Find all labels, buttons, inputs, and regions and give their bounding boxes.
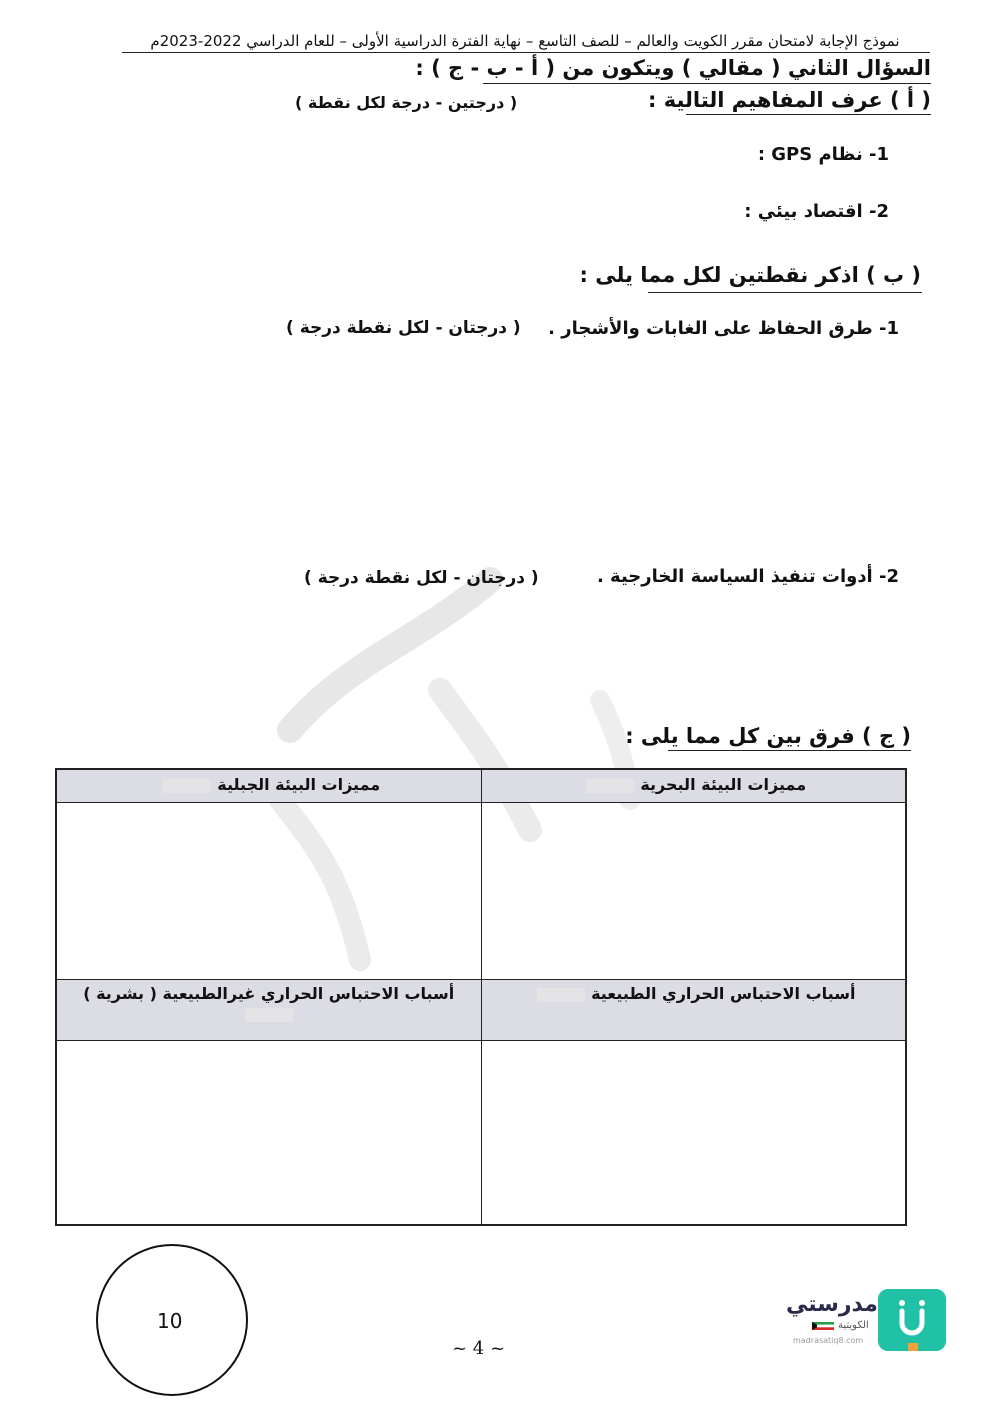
section-b-underline [648,292,922,293]
logo-subtitle: الكويتية [838,1320,869,1331]
concept-item-eco-economy: 2- اقتصاد بيئي : [744,201,889,222]
answer-cell-human[interactable] [56,1041,481,1226]
kuwait-flag-icon [812,1322,834,1330]
b-item-forest-preservation: 1- طرق الحفاظ على الغابات والأشجار . [548,318,899,339]
header-subtitle: نموذج الإجابة لامتحان مقرر الكويت والعالم – للصف التاسع – نهاية الفترة الدراسية الأولى – للعام الدراسي 2022-2023م [150,32,900,50]
header-human-greenhouse-causes: أسباب الاحتباس الحراري غيرالطبيعية ( بشرية ) [56,980,481,1041]
comparison-table [55,768,907,1226]
blurred-mark [586,779,634,793]
page-number: ~ 4 ~ [452,1338,506,1359]
section-b-title: ( ب ) اذكر نقطتين لكل مما يلى : [579,263,921,287]
blurred-mark [537,988,585,1002]
answer-cell-mountain[interactable] [56,803,481,980]
question-title-underline [483,83,931,84]
section-a-title: ( أ ) عرف المفاهيم التالية : [648,88,931,112]
b-item-forest-grade: ( درجتان - لكل نقطة درجة ) [286,318,521,338]
logo-name: مدرستي [786,1292,878,1317]
header-mountain-environment: مميزات البيئة الجبلية [56,769,481,803]
header-marine-environment: مميزات البيئة البحرية [481,769,906,803]
section-c-underline [668,750,911,751]
answer-cell-natural[interactable] [481,1041,906,1226]
b-item-foreign-policy-tools: 2- أدوات تنفيذ السياسة الخارجية . [596,566,899,587]
question-title: السؤال الثاني ( مقالي ) ويتكون من ( أ - ب - ج ) : [415,56,931,80]
section-a-grade-note: ( درجتين - درجة لكل نقطة ) [295,93,518,112]
blurred-mark [163,779,211,793]
score-total: 10 [157,1309,183,1333]
answer-cell-marine[interactable] [481,803,906,980]
blurred-mark [245,1008,293,1022]
concept-item-gps: 1- نظام GPS : [757,144,889,165]
header-natural-greenhouse-causes: أسباب الاحتباس الحراري الطبيعية [481,980,906,1041]
section-c-title: ( ج ) فرق بين كل مما يلى : [625,724,911,748]
section-a-underline [686,114,931,115]
b-item-foreign-policy-grade: ( درجتان - لكل نقطة درجة ) [304,568,539,588]
header-divider [122,52,930,53]
logo-url: madrasatiq8.com [793,1336,864,1345]
madrasati-logo-icon [878,1289,946,1351]
